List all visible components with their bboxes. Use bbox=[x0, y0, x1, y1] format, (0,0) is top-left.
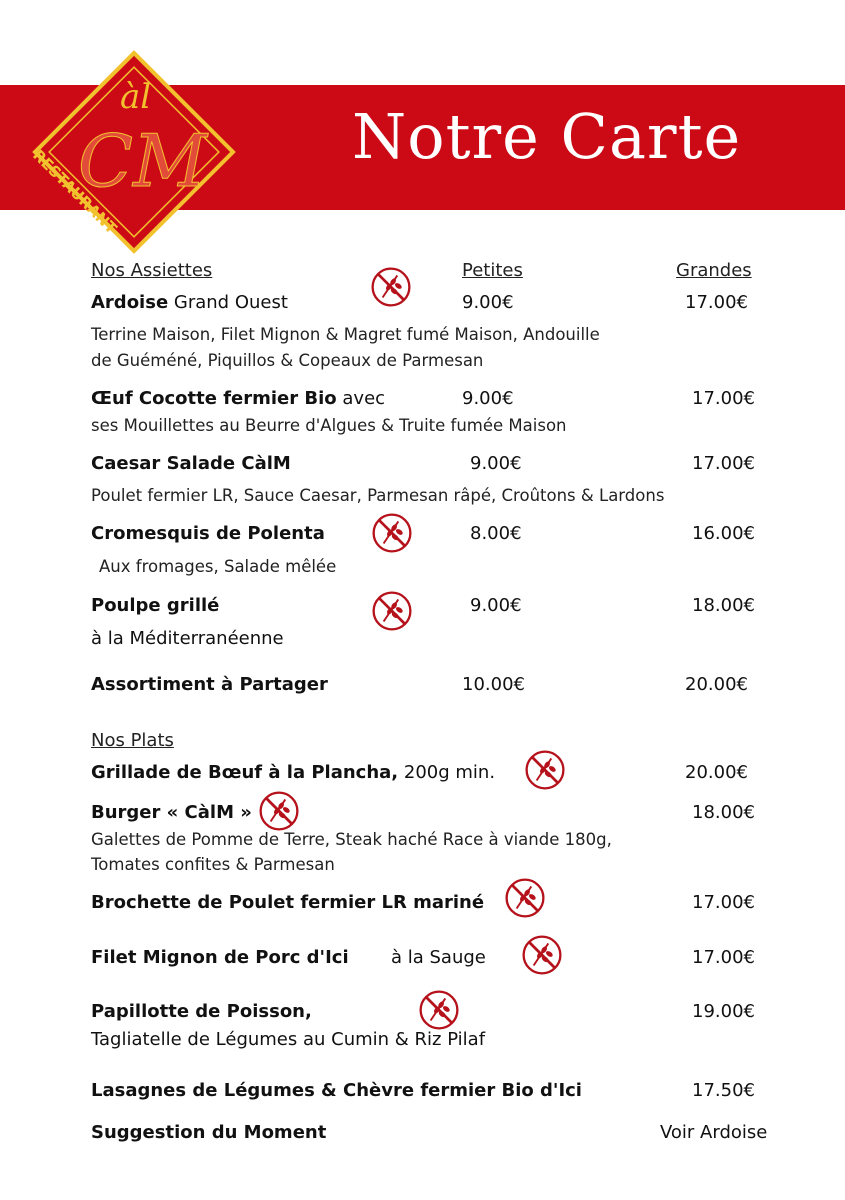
price: 19.00€ bbox=[692, 1001, 755, 1022]
gluten-free-icon bbox=[371, 512, 413, 554]
price-small: 8.00€ bbox=[470, 523, 522, 544]
menu-item-description: à la Méditerranéenne bbox=[91, 628, 284, 649]
gluten-free-icon bbox=[371, 590, 413, 632]
menu-item-description: Terrine Maison, Filet Mignon & Magret fumé Maison, Andouille bbox=[91, 325, 600, 344]
price: 17.00€ bbox=[692, 947, 755, 968]
gluten-free-icon bbox=[258, 790, 300, 832]
menu-item-name: Grillade de Bœuf à la Plancha, 200g min. bbox=[91, 762, 496, 783]
menu-item-name: Suggestion du Moment bbox=[91, 1122, 327, 1143]
gluten-free-icon bbox=[521, 934, 563, 976]
price: 20.00€ bbox=[685, 762, 748, 783]
logo-text-top: àl bbox=[120, 77, 152, 117]
price-large: 20.00€ bbox=[685, 674, 748, 695]
menu-item-name-suffix: à la Sauge bbox=[391, 947, 486, 968]
menu-item-name: Filet Mignon de Porc d'Ici bbox=[91, 947, 349, 968]
menu-item-description: Tagliatelle de Légumes au Cumin & Riz Pilaf bbox=[91, 1029, 486, 1050]
menu-item-description: de Guéméné, Piquillos & Copeaux de Parmesan bbox=[91, 351, 484, 370]
price-small: 10.00€ bbox=[462, 674, 525, 695]
price-small: 9.00€ bbox=[462, 388, 514, 409]
gluten-free-icon bbox=[370, 266, 412, 308]
price-large: 17.00€ bbox=[692, 453, 755, 474]
gluten-free-icon bbox=[418, 989, 460, 1031]
menu-item-name: Œuf Cocotte fermier Bio avec bbox=[91, 388, 386, 409]
menu-item-description: Tomates confites & Parmesan bbox=[91, 855, 335, 874]
menu-item-description: Galettes de Pomme de Terre, Steak haché Race à viande 180g, bbox=[91, 830, 612, 849]
menu-item-name: Burger « CàlM » bbox=[91, 802, 252, 823]
menu-item-name: Assortiment à Partager bbox=[91, 674, 328, 695]
column-header-petites: Petites bbox=[462, 260, 523, 281]
logo-text-main: CM bbox=[78, 119, 207, 203]
column-header-grandes: Grandes bbox=[676, 260, 752, 281]
menu-item-description: ses Mouillettes au Beurre d'Algues & Truite fumée Maison bbox=[91, 416, 567, 435]
menu-item-name: Caesar Salade CàlM bbox=[91, 453, 291, 474]
menu-item-name: Lasagnes de Légumes & Chèvre fermier Bio d'Ici bbox=[91, 1080, 582, 1101]
menu-item-description: Aux fromages, Salade mêlée bbox=[99, 557, 337, 576]
price-large: 17.00€ bbox=[685, 292, 748, 313]
menu-item-name: Poulpe grillé bbox=[91, 595, 220, 616]
price-large: 16.00€ bbox=[692, 523, 755, 544]
gluten-free-icon bbox=[524, 749, 566, 791]
restaurant-logo bbox=[18, 36, 250, 268]
price: 17.00€ bbox=[692, 892, 755, 913]
price-large: 18.00€ bbox=[692, 595, 755, 616]
price-small: 9.00€ bbox=[462, 292, 514, 313]
menu-item-name: Brochette de Poulet fermier LR mariné bbox=[91, 892, 485, 913]
menu-item-name: Papillotte de Poisson, bbox=[91, 1001, 312, 1022]
section-heading-plats: Nos Plats bbox=[91, 730, 174, 751]
logo-text-side: RESTAURANT bbox=[29, 146, 121, 238]
price-small: 9.00€ bbox=[470, 595, 522, 616]
menu-item-description: Poulet fermier LR, Sauce Caesar, Parmesan râpé, Croûtons & Lardons bbox=[91, 486, 665, 505]
price: 18.00€ bbox=[692, 802, 755, 823]
page-title: Notre Carte bbox=[352, 100, 742, 173]
price-large: 17.00€ bbox=[692, 388, 755, 409]
menu-item-name: Cromesquis de Polenta bbox=[91, 523, 325, 544]
price: 17.50€ bbox=[692, 1080, 755, 1101]
price-note: Voir Ardoise bbox=[660, 1122, 768, 1143]
price-small: 9.00€ bbox=[470, 453, 522, 474]
menu-item-name: Ardoise Grand Ouest bbox=[91, 292, 288, 313]
section-heading-assiettes: Nos Assiettes bbox=[91, 260, 213, 281]
gluten-free-icon bbox=[504, 877, 546, 919]
